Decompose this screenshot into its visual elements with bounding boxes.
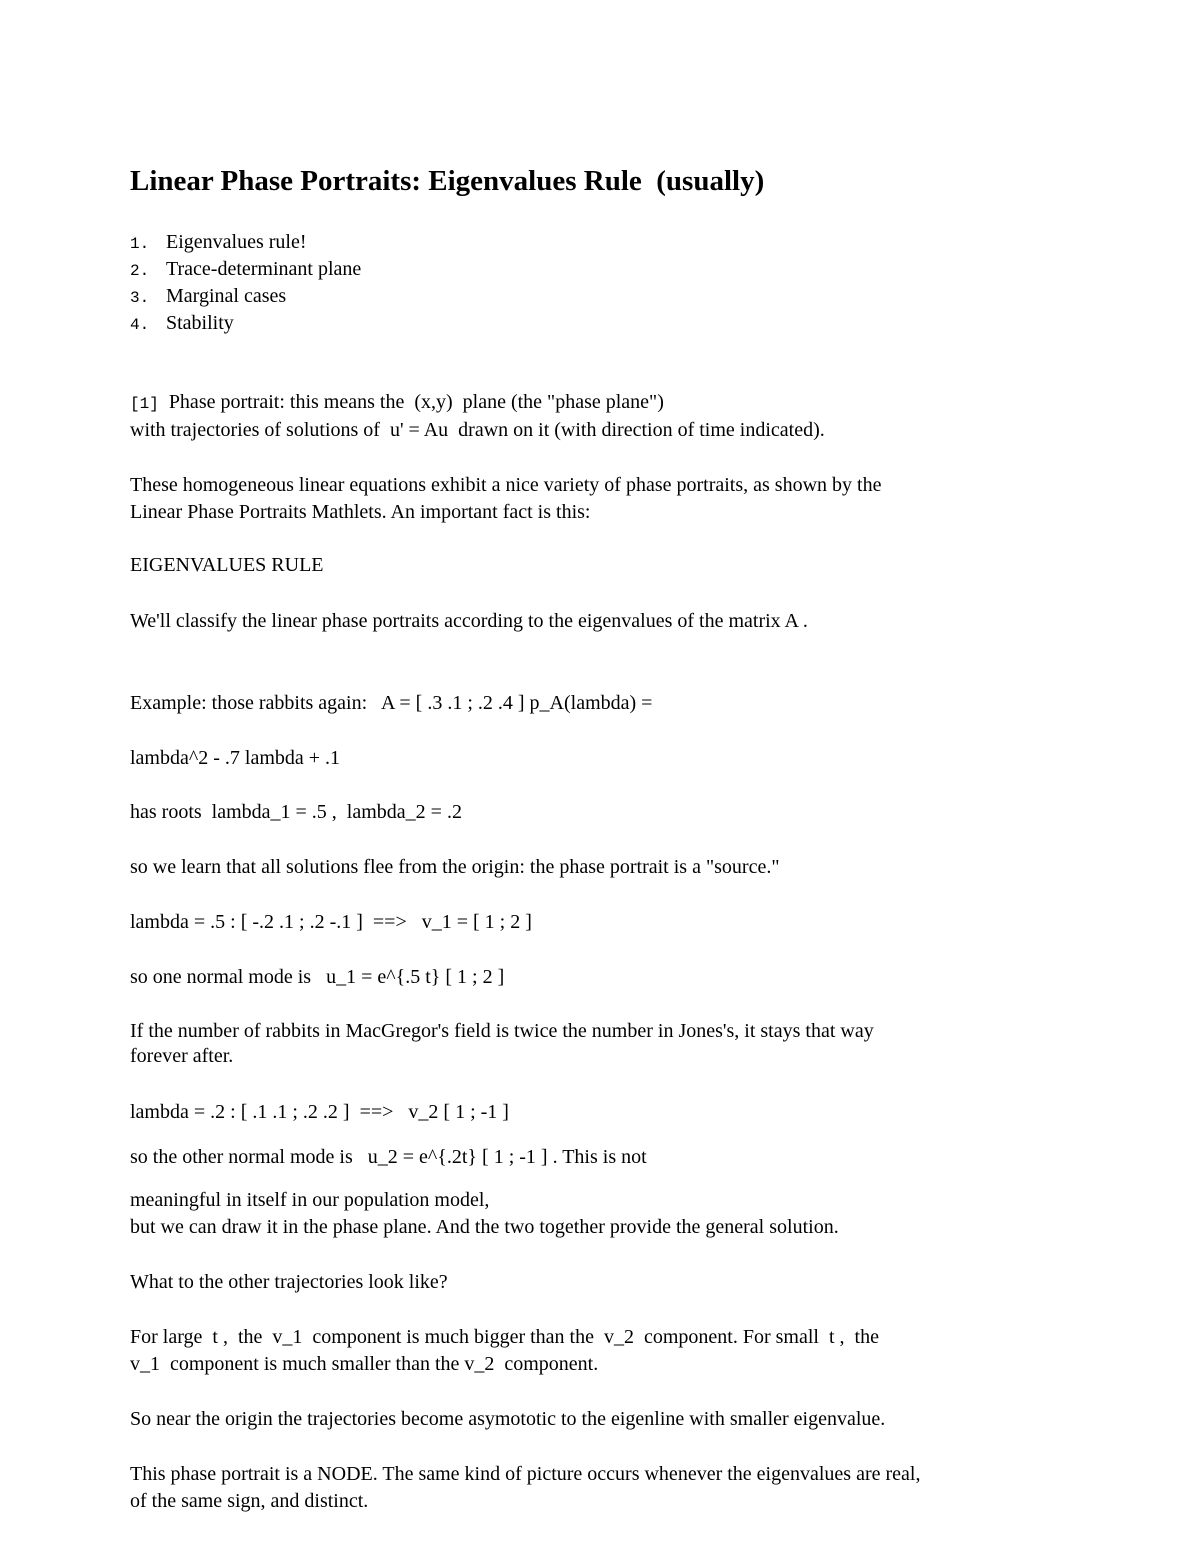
paragraph-node-2: of the same sign, and distinct. [130,1490,369,1512]
list-item [130,256,361,283]
section-heading: EIGENVALUES RULE [130,554,324,576]
paragraph-question: What to the other trajectories look like? [130,1271,448,1293]
outline-list [130,229,361,337]
page-title: Linear Phase Portraits: Eigenvalues Rule (usually) [130,165,765,197]
section-tag: [1] [130,395,159,413]
paragraph-meaningful-2: but we can draw it in the phase plane. And the two together provide the general solution. [130,1216,839,1238]
section-1-line-1 [130,389,664,418]
paragraph-homogeneous-2: Linear Phase Portraits Mathlets. An important fact is this: [130,501,591,523]
list-item-number: 1. [130,235,150,253]
list-item [130,283,361,310]
paragraph-source: so we learn that all solutions flee from the origin: the phase portrait is a "source." [130,856,780,878]
list-item-number: 2. [130,262,150,280]
paragraph-large-t-1: For large t , the v_1 component is much bigger than the v_2 component. For small t , the [130,1326,879,1348]
paragraph-normal-mode-1: so one normal mode is u_1 = e^{.5 t} [ 1 ; 2 ] [130,966,505,988]
list-item-text: Stability [166,312,234,334]
list-item [130,310,361,337]
paragraph-node-1: This phase portrait is a NODE. The same kind of picture occurs whenever the eigenvalues are real, [130,1463,921,1485]
paragraph-homogeneous-1: These homogeneous linear equations exhibit a nice variety of phase portraits, as shown by the [130,474,882,496]
paragraph-eigenvector-1: lambda = .5 : [ -.2 .1 ; .2 -.1 ] ==> v_1 = [ 1 ; 2 ] [130,911,532,933]
paragraph-example: Example: those rabbits again: A = [ .3 .1 ; .2 .4 ] p_A(lambda) = [130,692,653,714]
paragraph-classify: We'll classify the linear phase portraits according to the eigenvalues of the matrix A . [130,610,808,632]
list-item-number: 3. [130,289,150,307]
list-item-number: 4. [130,316,150,334]
list-item-text: Trace-determinant plane [166,258,362,280]
section-1-line-2: with trajectories of solutions of u' = Au drawn on it (with direction of time indicated). [130,419,825,441]
section-1-text: Phase portrait: this means the (x,y) plane (the "phase plane") [158,391,664,413]
paragraph-rabbits-2: forever after. [130,1045,234,1067]
paragraph-meaningful-1: meaningful in itself in our population model, [130,1189,490,1211]
paragraph-near-origin: So near the origin the trajectories become asymototic to the eigenline with smaller eigenvalue. [130,1408,886,1430]
paragraph-polynomial: lambda^2 - .7 lambda + .1 [130,747,341,769]
paragraph-large-t-2: v_1 component is much smaller than the v_2 component. [130,1353,599,1375]
paragraph-roots: has roots lambda_1 = .5 , lambda_2 = .2 [130,801,462,823]
list-item-text: Eigenvalues rule! [166,231,307,253]
paragraph-rabbits-1: If the number of rabbits in MacGregor's field is twice the number in Jones's, it stays that way [130,1020,874,1042]
paragraph-normal-mode-2: so the other normal mode is u_2 = e^{.2t} [ 1 ; -1 ] . This is not [130,1146,647,1168]
list-item-text: Marginal cases [166,285,287,307]
paragraph-eigenvector-2: lambda = .2 : [ .1 .1 ; .2 .2 ] ==> v_2 [ 1 ; -1 ] [130,1101,509,1123]
list-item [130,229,361,256]
